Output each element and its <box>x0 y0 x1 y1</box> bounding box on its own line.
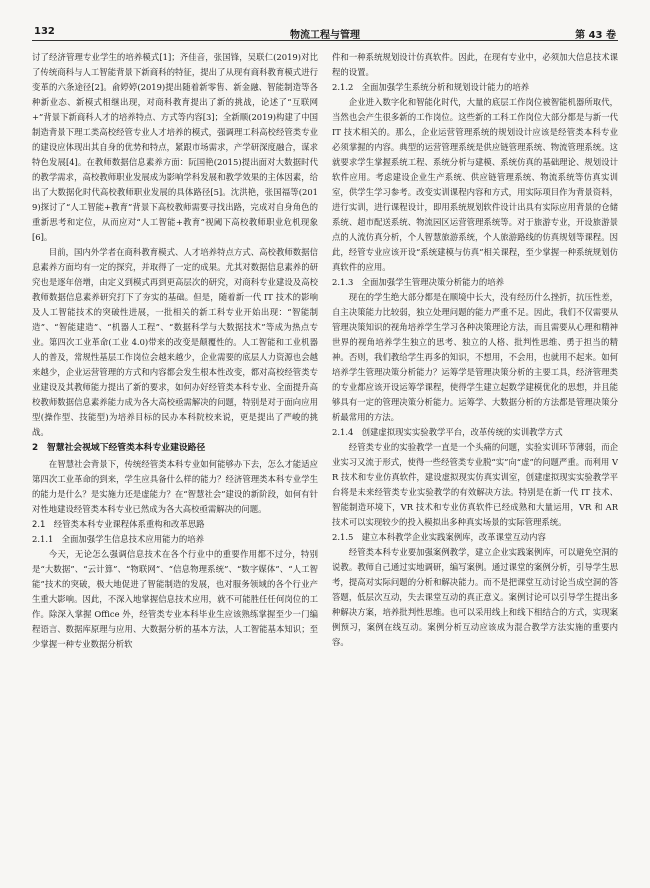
left-column <box>32 50 318 868</box>
paragraph-continued: 讨了经济管理专业学生的培养模式[1]；齐佳音，张国锋，吴联仁(2019)对比了传统商科与人工智能背景下新商科的特征，提出了从现有商科教育模式进行变革的六条途径[2]。俞婷婷(2019)提出随着新零售、新金融、智能制造等各种新业态、新模式相继出现，对商科教育提出了新的挑战，论述了“互联网+”背景下新商科人才的培养特点、方式等内容[3]；全新顺(2019)构建了中国制造背景下理工类高校经管专业人才培养的模式，强调理工科高校经管类专业的建设应体现出其自身的优势和特点，紧跟市场需求，产学研深度融合，谋求特色发展[4]。在教师数据信息素养方面：阮国艳(2015)提出面对大数据时代的教学需求，高校教师职业发展成为影响学科发展和教学效果的主体因素，给出了大数据化时代高校教师职业发展的具体路径[5]。沈洪艳，张国福等(2019)探讨了“人工智能+教育”背景下高校教师需要寻找出路，完成对自身角色的重新思考和定位，从而应对“人工智能+教育”视阈下高校教师职业危机现象[6]。 <box>32 52 318 242</box>
subsection-heading: 2.1 经管类本科专业课程体系重构和改革思路 <box>32 519 205 529</box>
running-header <box>32 24 618 41</box>
paragraph: 在智慧社会背景下，传统经管类本科专业如何能够办下去，怎么才能适应第四次工业革命的到来，学生应具备什么样的能力？经济管理类本科专业学生的能力是什么？是实施力还是虚能力？在“智慧社会”建设的新阶段，如何有针对性地建设经管类本科专业已然成为各大高校亟需解决的问题。 <box>32 459 318 514</box>
subsubsection-heading: 2.1.5 建立本科教学企业实践案例库，改革课堂互动内容 <box>332 532 546 542</box>
volume-label: 第 43 卷 <box>575 30 616 41</box>
paragraph: 经管类专业的实验教学一直是一个头痛的问题，实验实训环节薄弱，而企业实习又流于形式，使得一些经管类专业脱“实”向“虚”的问题严重。而利用 VR 技术和专业仿真软件，建设虚拟现实仿真实训室，创建虚拟现实实验教学平台将是未来经管类专业实验教学的有效解决方法。特别是在新一代 IT 技术、智能制造环境下，VR 技术和专业仿真软件已经成熟和大量运用，VR 和 AR 技术可以实现较少的投入模拟出多种真实场景的实际管理系统。 <box>332 442 618 527</box>
journal-title: 物流工程与管理 <box>290 30 360 41</box>
subsubsection-heading: 2.1.2 全面加强学生系统分析和规划设计能力的培养 <box>332 82 530 92</box>
paragraph: 经管类本科专业要加强案例教学，建立企业实践案例库，可以避免空洞的说教。教师自己通过实地调研，编写案例。通过课堂的案例分析，引导学生思考，提高对实际问题的分析和解决能力。而不是把课堂互动讨论当成空洞的答答题，低层次互动，失去课堂互动的真正意义。案例讨论可以引导学生提出多种解决方案，培养批判性思维。也可以采用线上和线下相结合的方式，实现案例预习，案例在线互动。案例分析互动应该成为混合教学方法实施的重要内容。 <box>332 547 618 647</box>
subsubsection-heading: 2.1.4 创建虚拟现实实验教学平台，改革传统的实训教学方式 <box>332 427 563 437</box>
paragraph-continued: 件和一种系统规划设计仿真软件。因此，在现有专业中，必须加大信息技术课程的设置。 <box>332 52 618 77</box>
subsubsection-heading: 2.1.3 全面加强学生管理决策分析能力的培养 <box>332 277 505 287</box>
subsubsection-heading: 2.1.1 全面加强学生信息技术应用能力的培养 <box>32 534 205 544</box>
page-number: 132 <box>34 26 55 37</box>
two-column-body <box>32 50 618 868</box>
paragraph: 目前，国内外学者在商科教育模式、人才培养特点方式、高校教师数据信息素养方面均有一定的探究，并取得了一定的成果。尤其对数据信息素养的研究也是逐年倍增，由定义到模式再到更高层次的研究，对商科专业建设及高校教师数据信息素养研究打下了夯实的基础。但是，随着新一代 IT 技术的影响及人工智能技术的突破性进展，一批相关的新工科专业开始出现：“智能制造”、“智能建造”、“机器人工程”、“数据科学与大数据技术”等成为热点专业。第四次工业革命(工业 4.0)带来的改变是颠覆性的。人工智能和工业机器人的普及，常规性基层工作岗位会越来越少，企业需要的底层人力资源也会越来越少，企业运营管理的方式和内容都会发生根本性改变，都对高校经管类专业建设及其教师能力提出了新的要求，如何办好经管类本科专业、全面提升高校教师数据信息素养能力成为各大高校亟需解决的问题，特别是对于面向应用型(操作型、技能型)为培养目标的民办本科院校来说，更是提出了严峻的挑战。 <box>32 247 318 437</box>
paragraph: 今天，无论怎么强调信息技术在各个行业中的重要作用都不过分，特别是“大数据”、“云计算”、“物联网”、“信息物理系统”、“数字媒体”、“人工智能”技术的突破，极大地促进了智能制造的发展，也对服务领域的各个行业产生重大影响。因此，不深入地掌握信息技术应用，就不可能胜任任何岗位的工作。除深入掌握 Office 外，经管类专业本科毕业生应该熟练掌握至少一门编程语言、数据库原理与应用、大数据分析的基本方法，人工智能基本知识；至少掌握一种专业数据分析软 <box>32 549 318 649</box>
section-heading: 2 智慧社会视域下经管类本科专业建设路径 <box>32 443 206 453</box>
paragraph: 现在的学生绝大部分都是在顺境中长大，没有经历什么挫折，抗压性差，自主决策能力比较弱，独立处理问题的能力严重不足。因此，我们不仅需要从管理决策知识的视角培养学生学习各种决策理论方法，而且需要从心理和精神世界的视角培养学生独立的思考、独立的人格、批判性思维、勇于担当的精神。否则，我们教给学生再多的知识，不想用，不会用，也就用不起来。如何培养学生管理决策分析能力？运筹学是管理决策分析的主要工具，经济管理类的专业都应该开设运筹学课程，使得学生建立起数学建模优化的思想，并且能够具有一定的管理决策分析能力。运筹学、大数据分析的方法都是管理决策分析最常用的方法。 <box>332 292 618 422</box>
right-column <box>332 50 618 868</box>
paragraph: 企业进入数字化和智能化时代，大量的底层工作岗位被智能机器所取代，当然也会产生很多新的工作岗位。这些新的工科工作岗位大部分都是与新一代 IT 技术相关的。那么，企业运营管理系统的规划设计应该是经管类本科专业必须掌握的内容。典型的运营管理系统是供应链管理系统、物流管理系统。这就要求学生掌握系统工程、系统分析与建模、系统仿真的基础理论、规划设计软件应用。考虑建设企业生产系统、供应链管理系统、物流系统等仿真实训室，供学生学习参考。改变实训课程内容和方式，用实际项目作为背景资料，进行实训，进行课程设计，即用系统规划软件设计出具有实际应用背景的仓储系统、超市配送系统、物流园区运营管理系统等。对于旅游专业，开设旅游景点的人流仿真分析，个人智慧旅游系统，个人旅游路线的仿真规划等课程。因此，经管专业应该开设“系统建模与仿真”相关课程，至少掌握一种系统规划仿真软件的应用。 <box>332 97 618 272</box>
